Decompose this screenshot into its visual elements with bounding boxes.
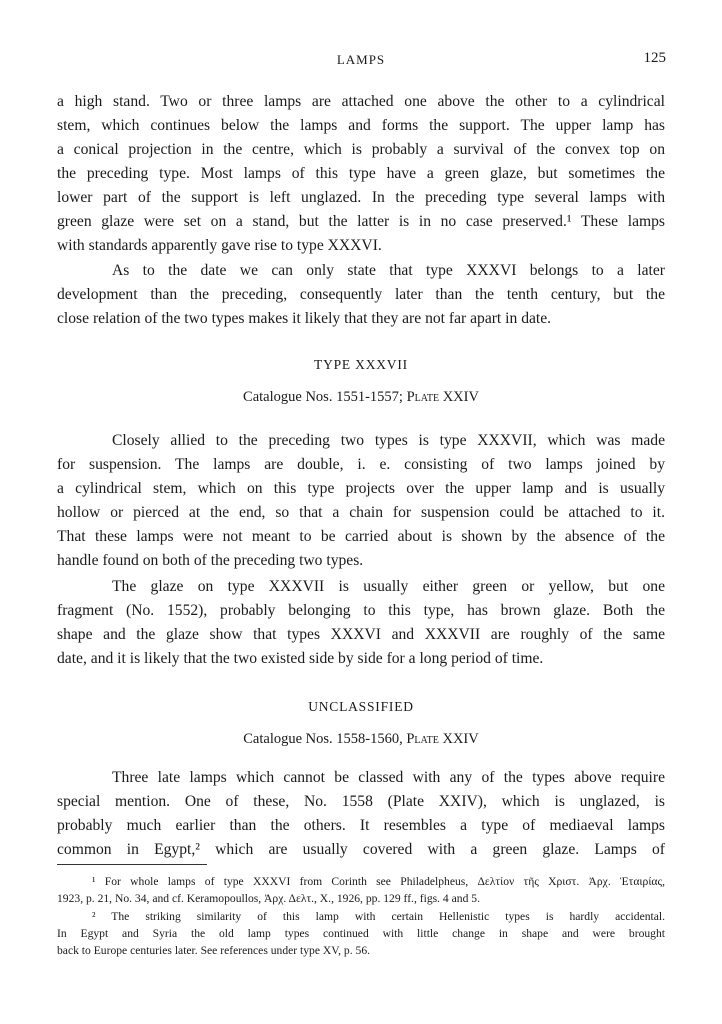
footnote-line: ¹ For whole lamps of type XXXVI from Corinth see Philadelpheus, Δελτίον τῆς Χριστ. Ἀρχ. Ἑταιρίας, [92,875,665,888]
body-line: fragment (No. 1552), probably belonging to this type, has brown glaze. Both the [57,602,665,619]
body-line: development than the preceding, consequently later than the tenth century, but the [57,286,665,303]
footnote-line: 1923, p. 21, No. 34, and cf. Keramopoullos, Ἀρχ. Δελτ., X., 1926, pp. 129 ff., figs. 4 and 5. [57,892,480,905]
section-heading: TYPE XXXVII [314,357,408,372]
body-line: the preceding type. Most lamps of this type have a green glaze, but sometimes the [57,165,665,182]
body-line: close relation of the two types makes it likely that they are not far apart in date. [57,310,552,327]
body-line: probably much earlier than the others. It resembles a type of mediaeval lamps [57,817,665,834]
footnote-rule [57,864,207,865]
footnote-line: In Egypt and Syria the old lamp types continued with little change in shape and were brought [57,927,665,940]
body-line: The glaze on type XXXVII is usually either green or yellow, but one [112,578,665,595]
body-line: a cylindrical stem, which on this type projects over the upper lamp and is usually [57,480,665,497]
body-line: common in Egypt,² which are usually covered with a green glaze. Lamps of [57,841,665,858]
body-line: hollow or pierced at the end, so that a chain for suspension could be attached to it. [57,504,665,521]
body-line: a high stand. Two or three lamps are attached one above the other to a cylindrical [57,93,665,110]
plate-reference: Plate XXIV [406,389,479,405]
footnote-line: back to Europe centuries later. See references under type XV, p. 56. [57,944,371,957]
page-number: 125 [643,50,666,66]
body-line: stem, which continues below the lamps and forms the support. The upper lamp has [57,117,665,134]
body-line: shape and the glaze show that types XXXVI and XXXVII are roughly of the same [57,626,665,643]
body-line: date, and it is likely that the two existed side by side for a long period of time. [57,650,544,667]
catalogue-reference [0,731,722,748]
plate-reference: Plate XXIV [406,731,479,747]
body-line: That these lamps were not meant to be carried about is shown by the absence of the [57,528,665,545]
body-line: a conical projection in the centre, which is probably a survival of the convex top on [57,141,665,158]
body-line: Closely allied to the preceding two types is type XXXVII, which was made [112,432,665,449]
body-line: handle found on both of the preceding two types. [57,552,364,569]
body-line: with standards apparently gave rise to type XXXVI. [57,237,382,254]
running-title: LAMPS [336,52,386,67]
body-line: special mention. One of these, No. 1558 (Plate XXIV), which is unglazed, is [57,793,665,810]
body-line: lower part of the support is left unglazed. In the preceding type several lamps with [57,189,665,206]
body-line: As to the date we can only state that type XXXVI belongs to a later [112,262,665,279]
catalogue-numbers: Catalogue Nos. 1551-1557; [243,389,407,405]
body-line: Three late lamps which cannot be classed with any of the types above require [112,769,665,786]
body-line: green glaze were set on a stand, but the latter is in no case preserved.¹ These lamps [57,213,665,230]
catalogue-numbers: Catalogue Nos. 1558-1560, [243,731,407,747]
body-line: for suspension. The lamps are double, i. e. consisting of two lamps joined by [57,456,665,473]
footnote-line: ² The striking similarity of this lamp with certain Hellenistic types is hardly accidental. [92,910,665,923]
catalogue-reference [0,389,722,406]
section-heading: UNCLASSIFIED [308,699,414,714]
